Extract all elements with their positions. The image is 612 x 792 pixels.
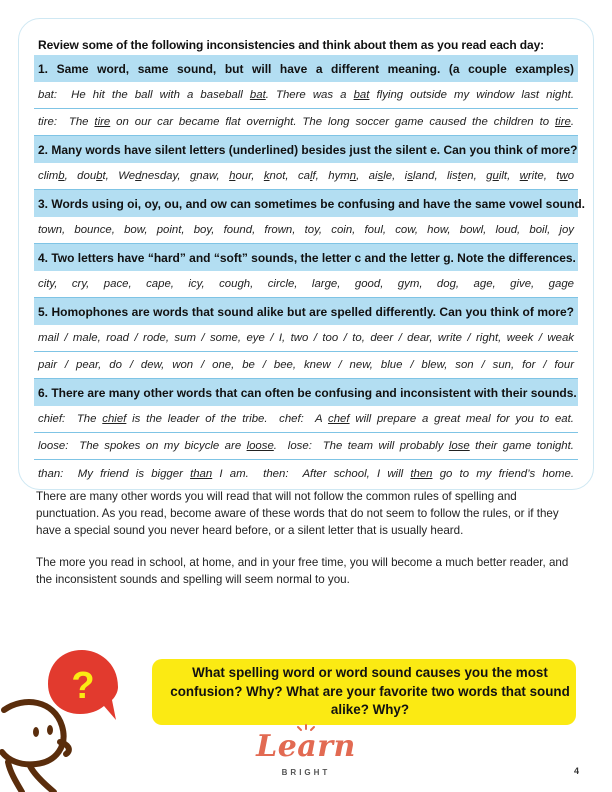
section-2-header: 2. Many words have silent letters (underlined) besides just the silent e. Can you think of more? [34,136,578,163]
closing-paragraph-1: There are many other words you will read that will not follow the common rules of spelling and punctuation. As you read, become aware of these words that do not seem to follow the rules, or if they have a special sound you never heard before, or a silent letter that is usually heard. [36,490,559,537]
section-6-than-then: than: My friend is bigger than I am. then: After school, I will then go to my friend’s home. [38,467,574,480]
reflection-question: What spelling word or word sound causes you the most confusion? Why? What are your favorite two words that sound alike? Why? [170,665,570,717]
silent-letter-word: guilt, [486,170,511,182]
silent-letter: w [559,170,568,182]
section-4-header: 4. Two letters have “hard” and “soft” sounds, the letter c and the letter g. Note the differences. [34,244,578,271]
silent-letter-word: knot, [263,170,289,182]
silent-letter: k [263,170,270,182]
learn-bright-logo-subtitle: BRIGHT [281,768,331,777]
silent-letter: s [407,170,413,182]
section-6-chief-chef: chief: The chief is the leader of the tribe. chef: A chef will prepare a great meal for you to eat. [34,406,578,433]
svg-text:?: ? [71,665,95,707]
silent-letter: t [457,170,461,182]
silent-letter-word: Wednesday, [118,170,181,182]
section-3-word-list: town, bounce, bow, point, boy, found, frown, toy, coin, foul, cow, how, bowl, loud, boil, joy [34,217,578,244]
silent-letter: g [189,170,197,182]
silent-letter: l [309,170,313,182]
silent-letter: h [229,170,236,182]
silent-letter-word: island, [404,170,438,182]
silent-letter-word: aisle, [368,170,396,182]
page-number: 4 [574,766,580,776]
silent-letter-word: write, [519,170,547,182]
section-6-loose-lose: loose: The spokes on my bicycle are loose. lose: The team will probably lose their game tonight. [34,433,578,460]
silent-letter: u [492,170,499,182]
section-2-silent-letters [34,163,578,190]
section-1-example-bat: bat: He hit the ball with a baseball bat. There was a bat flying outside my window last night. [34,82,578,109]
closing-paragraph-2: The more you read in school, at home, and in your free time, you will become a much better reader, and the inconsistent sounds and spelling will seem normal to you. [36,556,569,586]
silent-letter-word: gnaw, [189,170,220,182]
silent-letter: d [135,170,142,182]
question-bubble-icon [48,650,118,720]
section-3-header: 3. Words using oi, oy, ou, and ow can sometimes be confusing and have the same vowel sound. [34,190,578,217]
section-1-example-tire: tire: The tire on our car became flat overnight. The long soccer game caused the children to tire. [34,109,578,136]
silent-letter: w [519,170,528,182]
inconsistency-table [34,55,585,487]
silent-letter-word: listen, [447,170,477,182]
section-5-homophones-2: pair / pear, do / dew, won / one, be / bee, knew / new, blue / blew, son / sun, for / four [34,352,578,379]
section-5-homophones-1: mail / male, road / rode, sum / some, eye / I, two / too / to, deer / dear, write / right, week / weak [34,325,578,352]
silent-letter-word: hymn, [328,170,360,182]
silent-letter: b [58,170,65,182]
learn-bright-logo: Learn [256,729,356,764]
section-5-header: 5. Homophones are words that sound alike but are spelled differently. Can you think of more? [34,298,578,325]
section-4-word-list: city, cry, pace, cape, icy, cough, circle, large, good, gym, dog, age, give, gage [34,271,578,298]
section-1-header: 1. Same word, same sound, but will have a different meaning. (a couple examples) [34,55,578,82]
silent-letter-word: doubt, [77,170,109,182]
silent-letter: b [96,170,103,182]
intro-heading: Review some of the following inconsistencies and think about them as you read each day: [38,38,545,52]
section-6-header: 6. There are many other words that can often be confusing and inconsistent with their sounds. [34,379,578,406]
silent-letter-word: hour, [229,170,255,182]
silent-letter-word: calf, [297,170,319,182]
silent-letter-word: two [556,170,575,182]
silent-letter-word: climb, [38,170,68,182]
silent-letter: s [377,170,384,182]
silent-letter: n [349,170,357,182]
